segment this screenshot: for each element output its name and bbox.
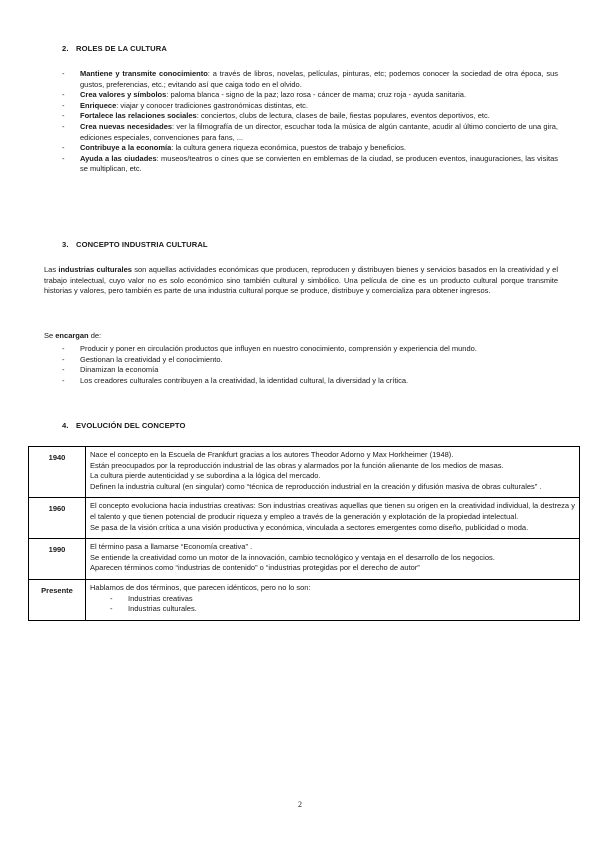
list-item: - Ayuda a las ciudades: museos/teatros o cines que se convierten en emblemas de la ciudad, se producen eventos, inauguraciones, las visitas se multiplican, etc. <box>62 153 558 174</box>
item-text: : paloma blanca - signo de la paz; lazo rosa - cáncer de mama; cruz roja - ayuda sanitaria. <box>166 90 467 100</box>
list-item: - Contribuye a la economía: la cultura genera riqueza económica, puestos de trabajo y beneficios. <box>62 143 407 153</box>
item-text: : museos/teatros o cines que se convierten en emblemas de la ciudad, se producen eventos, inauguraciones, las visitas se multiplican, etc. <box>80 153 558 174</box>
year-cell: Presente <box>29 579 86 620</box>
section-2-title: ROLES DE LA CULTURA <box>76 44 167 53</box>
encargan-list <box>62 344 558 386</box>
evolution-table <box>28 446 580 621</box>
year-cell: 1990 <box>29 539 86 580</box>
list-item: - Los creadores culturales contribuyen a la creatividad, la identidad cultural, la diversidad y la crítica. <box>62 375 409 385</box>
para-text: Las <box>44 265 59 274</box>
intro-text: Se <box>44 331 56 340</box>
list-item: - Enriquece: viajar y conocer tradiciones gastronómicas distintas, etc. <box>62 100 309 110</box>
description-line: Definen la industria cultural (en singular) como “técnica de reproducción industrial en la creación y difusión masiva de obras culturales” . <box>90 481 542 491</box>
section-2-heading <box>62 44 167 53</box>
section-2-number: 2. <box>62 44 69 53</box>
item-bold: Fortalece las relaciones sociales <box>80 111 197 121</box>
intro-text: de: <box>88 331 102 340</box>
item-text: Industrias creativas <box>128 593 193 603</box>
description-line: Se entiende la creatividad como un motor de la innovación, cambio tecnológico y ventaja en el desarrollo de los negocios. <box>90 552 495 562</box>
description-cell <box>86 498 580 539</box>
item-text: : a través de libros, novelas, películas, pinturas, etc; podemos conocer la sociedad de otra época, sus gustos, preferencias, etc.; evitando así que caiga todo en el olvido. <box>80 69 558 89</box>
table-row <box>29 539 580 580</box>
item-text: Gestionan la creatividad y el conocimiento. <box>80 354 223 364</box>
description-line: Hablamos de dos términos, que parecen idénticos, pero no lo son: <box>90 582 311 592</box>
item-text: Los creadores culturales contribuyen a la creatividad, la identidad cultural, la diversidad y la crítica. <box>80 375 409 385</box>
table-row <box>29 579 580 620</box>
page-number: 2 <box>298 800 302 809</box>
year-cell: 1940 <box>29 447 86 498</box>
roles-list <box>62 69 558 175</box>
description-line: Se pasa de la visión crítica a una visión productiva y económica, vinculada a sectores emergentes como diseño, publicidad o moda. <box>90 522 529 532</box>
description-line: El concepto evoluciona hacia industrias creativas: Son industrias creativas aquellas que tienen su origen en la creatividad individual, la destreza y el talento y que tienen potencial de producir riqueza y empleo a través de la generación y explotación de la propiedad intelectual. <box>90 501 575 521</box>
list-item: - Crea valores y símbolos: paloma blanca - signo de la paz; lazo rosa - cáncer de mama; cruz roja - ayuda sanitaria. <box>62 90 467 100</box>
item-bold: Crea valores y símbolos <box>80 90 167 100</box>
list-item: - Gestionan la creatividad y el conocimiento. <box>62 354 223 364</box>
description-cell <box>86 539 580 580</box>
item-text: : viajar y conocer tradiciones gastronómicas distintas, etc. <box>116 100 309 110</box>
list-item: - Mantiene y transmite conocimiento: a través de libros, novelas, películas, pinturas, etc; podemos conocer la sociedad de otra época, sus gustos, preferencias, etc.; evitando así que caiga todo en el olvido. <box>62 69 558 89</box>
list-item: - Fortalece las relaciones sociales: conciertos, clubs de lectura, clases de baile, fiestas populares, eventos deportivos, etc. <box>62 111 490 121</box>
item-text: Producir y poner en circulación productos que influyen en nuestro conocimiento, comprensión y experiencia del mundo. <box>80 344 477 353</box>
table-row <box>29 447 580 498</box>
presente-sublist <box>90 594 575 615</box>
item-bold: Mantiene y transmite conocimiento <box>80 69 208 78</box>
list-item: - Producir y poner en circulación productos que influyen en nuestro conocimiento, comprensión y experiencia del mundo. <box>62 344 477 353</box>
item-text: Industrias culturales. <box>128 604 197 614</box>
item-bold: Contribuye a la economía <box>80 143 172 153</box>
list-item: - Industrias creativas <box>110 593 193 603</box>
item-text: : la cultura genera riqueza económica, puestos de trabajo y beneficios. <box>171 143 407 153</box>
description-line: Están preocupados por la reproducción industrial de las obras y alarmados por la función alienante de los medios de masas. <box>90 460 504 470</box>
list-item: - Industrias culturales. <box>110 604 197 614</box>
para-bold: industrias culturales <box>58 265 132 274</box>
description-cell <box>86 447 580 498</box>
list-item: - Crea nuevas necesidades: ver la filmografía de un director, escuchar toda la música de algún cantante, acudir al último concierto de una gira, ediciones especiales, convenciones para fans, ... <box>62 121 558 142</box>
section-3-number: 3. <box>62 240 69 249</box>
description-line: Nace el concepto en la Escuela de Frankfurt gracias a los autores Theodor Adorno y Max Horkheimer (1948). <box>90 450 454 459</box>
section-4-number: 4. <box>62 421 69 430</box>
section-4-heading <box>62 421 186 430</box>
description-cell <box>86 579 580 620</box>
table-row <box>29 498 580 539</box>
description-line: El término pasa a llamarse “Economía creativa” . <box>90 542 253 552</box>
list-item: - Dinamizan la economía <box>62 365 159 375</box>
description-line: Aparecen términos como “industrias de contenido” o “industrias protegidas por el derecho de autor” <box>90 563 420 573</box>
section-4-title: EVOLUCIÓN DEL CONCEPTO <box>76 421 186 430</box>
encargan-intro <box>44 331 558 342</box>
description-line: La cultura pierde autenticidad y se subordina a la lógica del mercado. <box>90 471 321 481</box>
item-bold: Enriquece <box>80 100 117 110</box>
item-text: : conciertos, clubs de lectura, clases de baile, fiestas populares, eventos deportivos, etc. <box>196 111 490 121</box>
item-bold: Ayuda a las ciudades <box>80 153 157 163</box>
item-text: Dinamizan la economía <box>80 365 159 375</box>
intro-bold: encargan <box>55 331 89 340</box>
item-bold: Crea nuevas necesidades <box>80 121 173 131</box>
section-3-heading <box>62 240 208 249</box>
industry-definition-paragraph <box>44 265 558 297</box>
section-3-title: CONCEPTO INDUSTRIA CULTURAL <box>76 240 208 249</box>
para-text: son aquellas actividades económicas que producen, reproducen y distribuyen bienes y servicios basados en la creatividad y el trabajo intelectual, cuyo valor no es solo económico sino también cultural y simbólico. Una película de cine es un producto cultural porque transmite historias y valores, pero también es parte de una industria cultural porque se produce, distribuye y comercializa para obtener ingresos. <box>44 265 558 296</box>
year-cell: 1960 <box>29 498 86 539</box>
item-text: : ver la filmografía de un director, escuchar toda la música de algún cantante, acudir al último concierto de una gira, ediciones especiales, convenciones para fans, ... <box>80 121 558 142</box>
